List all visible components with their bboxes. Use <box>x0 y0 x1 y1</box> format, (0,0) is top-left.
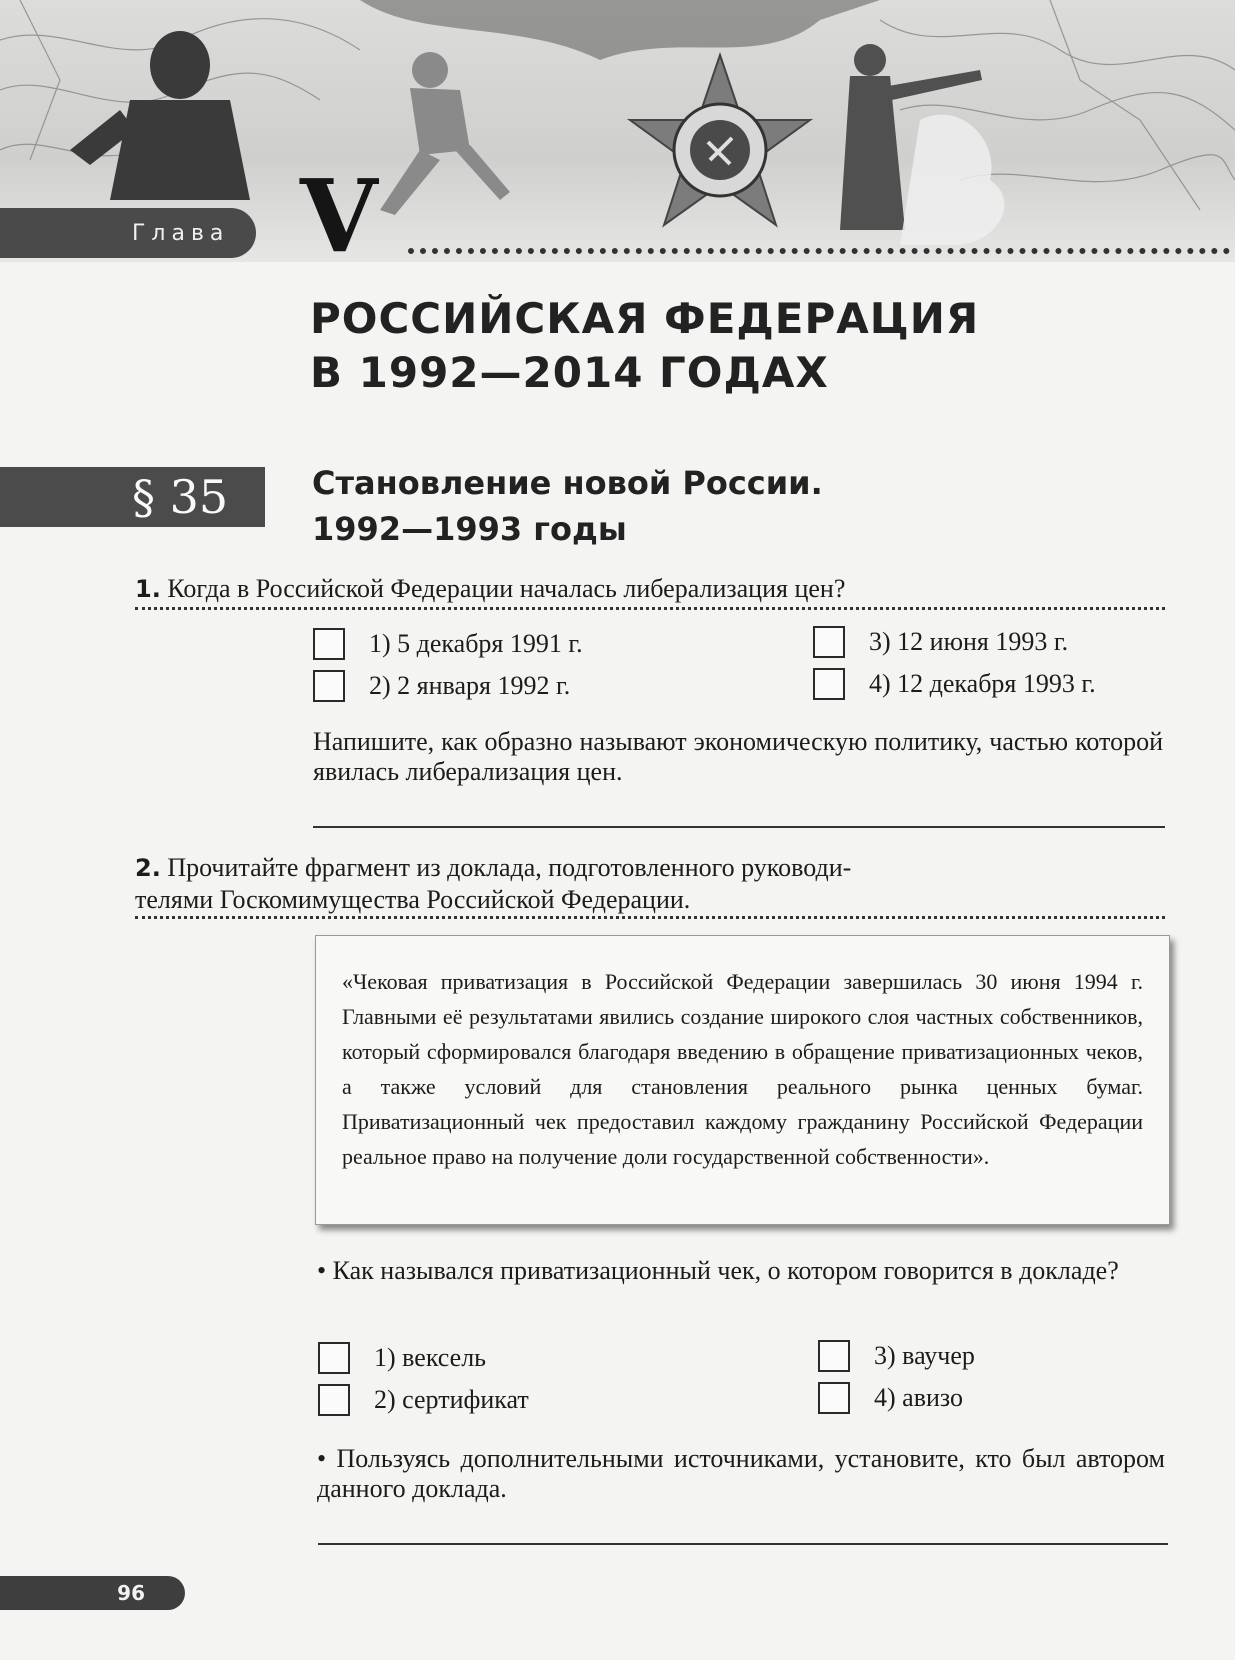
report-quote-box: «Чековая приватизация в Российской Федерации завершилась 30 июня 1994 г. Главными её результатами явились создание широкого слоя частных собственников, который сформировался благодаря введению в обращение приватизационных чеков, а также условий для становления реального рынка ценных бумаг. Приватизационный чек предоставил каждому гражданину Российской Федерации реальное право на получение доли государственной собственности». <box>315 935 1170 1225</box>
chapter-title <box>310 292 979 400</box>
chapter-label-tab <box>0 208 256 258</box>
question-2-number: 2. <box>135 854 161 882</box>
chapter-title-line-1: РОССИЙСКАЯ ФЕДЕРАЦИЯ <box>310 294 980 343</box>
question-2-dotted-rule <box>135 916 1165 919</box>
q1-option-4-checkbox[interactable] <box>813 668 845 700</box>
page-number: 96 <box>117 1581 145 1605</box>
q1-option-2-label: 2) 2 января 1992 г. <box>369 671 571 700</box>
section-badge: § 35 <box>0 467 265 527</box>
question-1-followup: Напишите, как образно называют экономическую политику, частью которой явилась либерализация цен. <box>313 727 1163 786</box>
question-1 <box>135 574 845 604</box>
section-title-line-1: Становление новой России. <box>312 464 823 502</box>
q1-option-4[interactable] <box>813 668 1096 700</box>
page-number-tab <box>0 1576 185 1610</box>
q2-option-1-label: 1) вексель <box>374 1343 487 1372</box>
q2-option-3-checkbox[interactable] <box>818 1340 850 1372</box>
q2-option-1[interactable] <box>318 1342 486 1374</box>
question-1-answer-line[interactable] <box>313 826 1165 828</box>
chapter-numeral: V <box>300 157 378 275</box>
section-title <box>312 460 823 552</box>
chapter-dotted-divider <box>408 248 1230 254</box>
q1-option-2-checkbox[interactable] <box>313 670 345 702</box>
q2-option-2[interactable] <box>318 1384 529 1416</box>
q1-option-1-label: 1) 5 декабря 1991 г. <box>369 629 583 658</box>
q2-option-2-checkbox[interactable] <box>318 1384 350 1416</box>
question-2 <box>135 852 851 916</box>
q1-option-3-label: 3) 12 июня 1993 г. <box>869 627 1069 656</box>
question-2-subquestion-1: • Как назывался приватизационный чек, о котором говорится в докладе? <box>317 1256 1119 1285</box>
question-1-dotted-rule <box>135 607 1165 610</box>
chapter-label: Глава <box>132 220 230 246</box>
section-title-line-2: 1992—1993 годы <box>312 510 627 548</box>
chapter-title-line-2: В 1992—2014 ГОДАХ <box>310 348 829 397</box>
q1-option-3-checkbox[interactable] <box>813 626 845 658</box>
q2-option-4-checkbox[interactable] <box>818 1382 850 1414</box>
q1-option-1-checkbox[interactable] <box>313 628 345 660</box>
question-2-subquestion-2: • Пользуясь дополнительными источниками, установите, кто был автором данного доклада. <box>317 1444 1165 1503</box>
question-2-answer-line[interactable] <box>318 1543 1168 1545</box>
q2-option-4[interactable] <box>818 1382 963 1414</box>
q1-option-3[interactable] <box>813 626 1068 658</box>
q2-option-3-label: 3) ваучер <box>874 1341 975 1370</box>
running-soldier-figure <box>380 52 510 215</box>
question-2-text-line-1: Прочитайте фрагмент из доклада, подготовленного руководи- <box>167 853 852 882</box>
q2-option-1-checkbox[interactable] <box>318 1342 350 1374</box>
question-2-text-line-2: телями Госкомимущества Российской Федерации. <box>135 885 691 914</box>
question-1-text: Когда в Российской Федерации началась либерализация цен? <box>167 574 846 603</box>
q1-option-4-label: 4) 12 декабря 1993 г. <box>869 669 1096 698</box>
question-1-number: 1. <box>135 575 161 603</box>
q2-option-3[interactable] <box>818 1340 975 1372</box>
order-star-emblem <box>630 55 810 225</box>
soldier-figure-left <box>70 31 250 200</box>
q2-option-2-label: 2) сертификат <box>374 1385 529 1414</box>
q1-option-1[interactable] <box>313 628 583 660</box>
q1-option-2[interactable] <box>313 670 570 702</box>
q2-option-4-label: 4) авизо <box>874 1383 964 1412</box>
